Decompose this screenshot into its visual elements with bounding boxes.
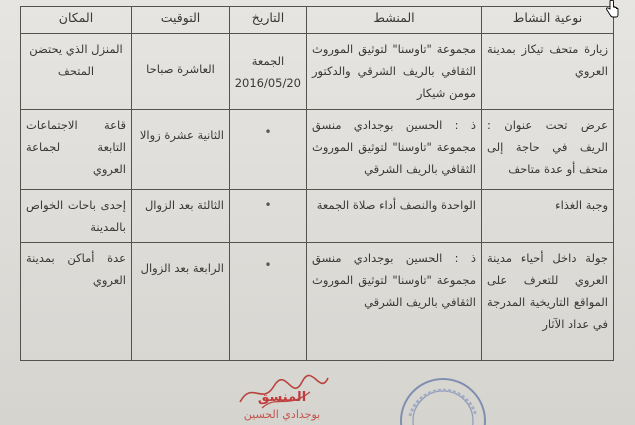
cell-date [230,190,307,243]
hand-pointer-icon [605,0,619,18]
cell-facilitator: مجموعة "تاوسنا" لتوثيق الموروث الثقافي بالريف الشرقي والدكتور مومن شيكار [307,34,482,110]
header-activity-type: نوعية النشاط [482,7,614,34]
cell-time: الرابعة بعد الزوال [132,243,230,361]
header-facilitator: المنشط [307,7,482,34]
cell-time: الثانية عشرة زوالا [132,110,230,190]
activity-schedule-table [20,6,614,361]
cell-place: قاعة الاجتماعات التابعة لجماعة العروي [21,110,132,190]
cell-date: الجمعة 2016/05/20 [230,34,307,110]
table-row [21,34,614,110]
cell-facilitator: ذ : الحسين بوجدادي منسق مجموعة "تاوسنا" لتوثيق الموروث الثقافي بالريف الشرقي [307,243,482,361]
cell-place: عدة أماكن بمدينة العروي [21,243,132,361]
date-ditto-mark: • [264,258,272,272]
cell-time: الثالثة بعد الزوال [132,190,230,243]
coordinator-signature [222,372,342,425]
cell-activity-type: زيارة متحف تيكاز بمدينة العروي [482,34,614,110]
signature-name: بوجدادي الحسين [243,408,321,421]
cell-place: إحدى باحات الخواص بالمدينة [21,190,132,243]
round-seal-icon [398,376,488,425]
table-row [21,110,614,190]
cell-date [230,243,307,361]
table-row [21,243,614,361]
cell-facilitator: ذ : الحسين بوجدادي منسق مجموعة "تاوسنا" لتوثيق الموروث الثقافي بالريف الشرقي [307,110,482,190]
header-date: التاريخ [230,7,307,34]
cell-place: المنزل الذي يحتضن المتحف [21,34,132,110]
cell-date [230,110,307,190]
cell-activity-type: عرض تحت عنوان : الريف في حاجة إلى متحف أو عدة متاحف [482,110,614,190]
signature-title: المنسق [257,390,307,405]
cell-time: العاشرة صباحا [132,34,230,110]
date-ditto-mark: • [264,125,272,139]
header-place: المكان [21,7,132,34]
header-time: التوقيت [132,7,230,34]
cell-activity-type: وجبة الغذاء [482,190,614,243]
cell-facilitator: الواحدة والنصف أداء صلاة الجمعة [307,190,482,243]
cell-activity-type: جولة داخل أحياء مدينة العروي للتعرف على المواقع التاريخية المدرجة في عداد الآثار [482,243,614,361]
table-header-row [21,7,614,34]
date-ditto-mark: • [264,198,272,212]
table-row [21,190,614,243]
